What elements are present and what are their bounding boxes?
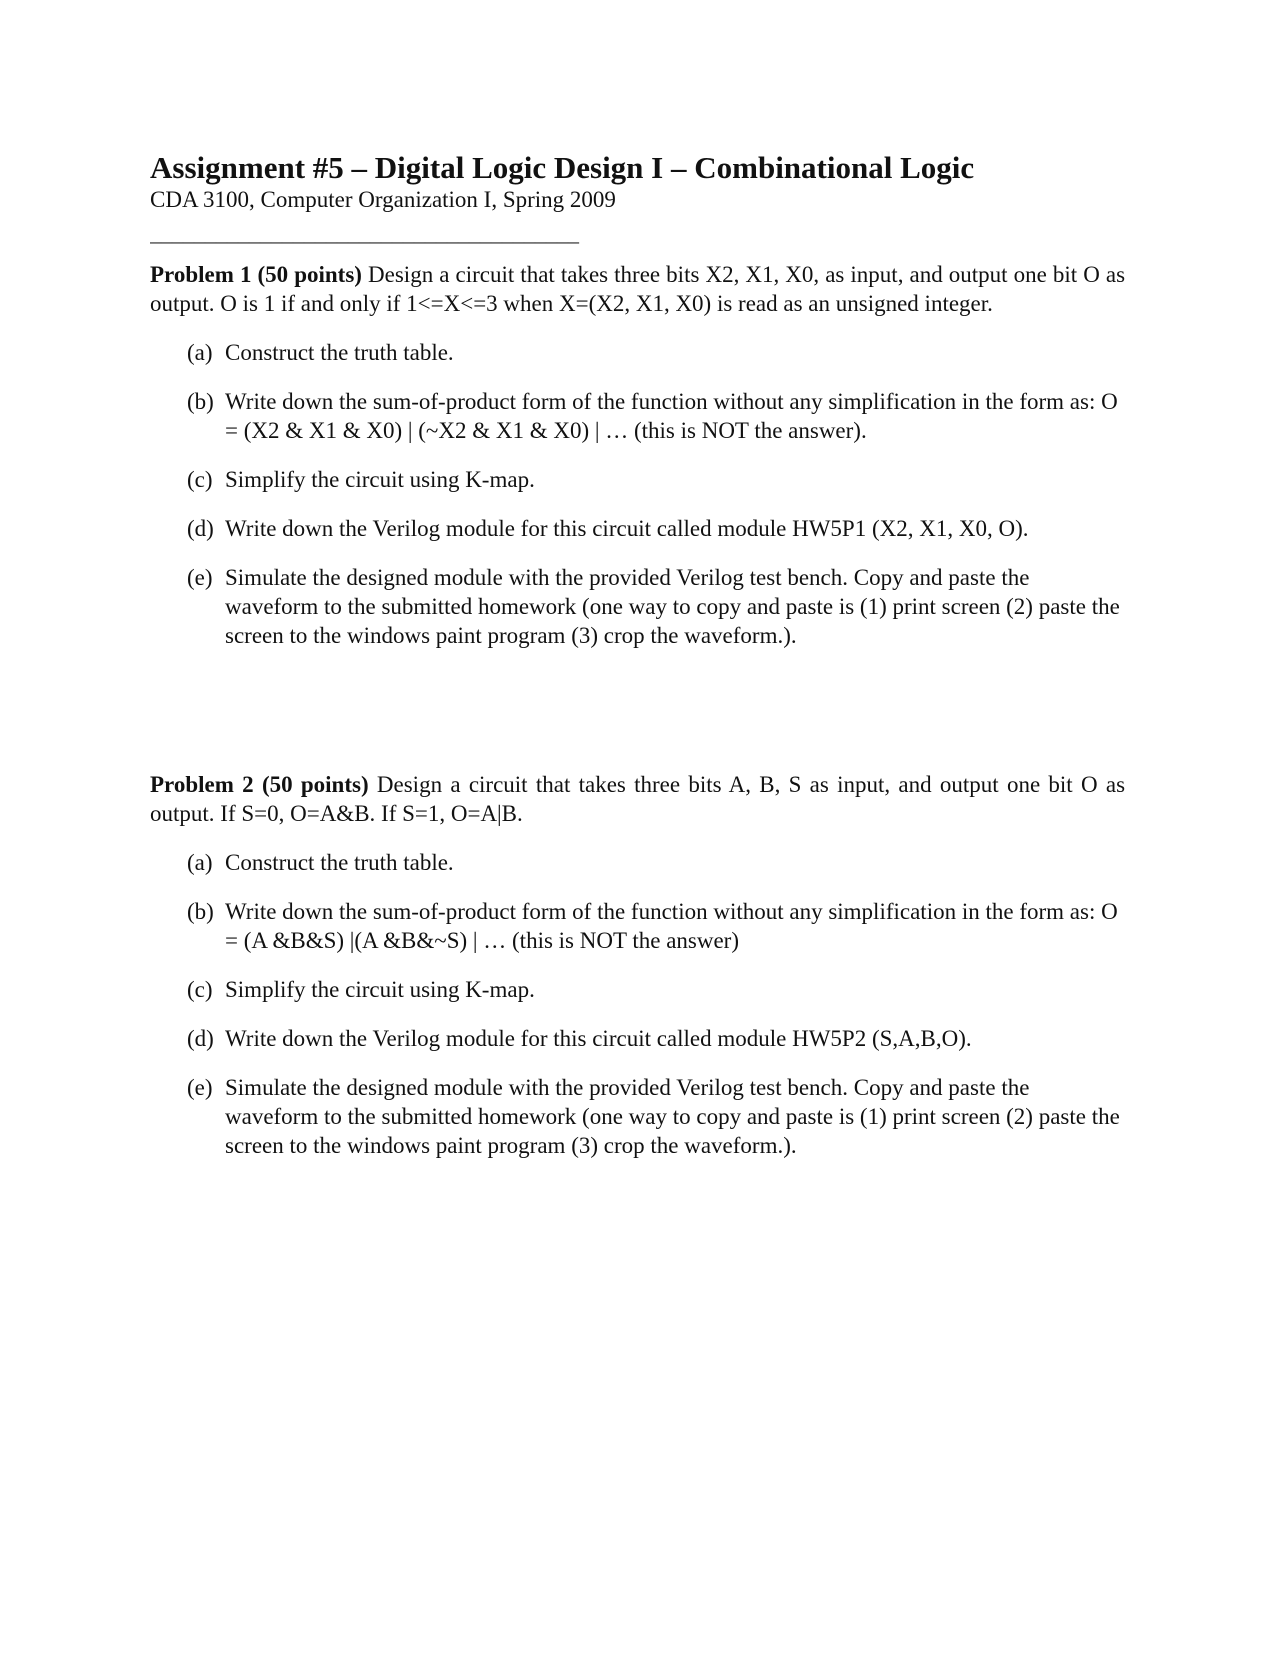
- item-text: Construct the truth table.: [225, 850, 454, 875]
- problem-1-statement: [150, 260, 1125, 318]
- list-item: [150, 563, 1125, 650]
- item-marker: (d): [187, 1026, 214, 1051]
- item-marker: (d): [187, 516, 214, 541]
- problem-1-heading: Problem 1 (50 points): [150, 262, 362, 287]
- list-item: [150, 514, 1125, 543]
- item-marker: (b): [187, 389, 214, 414]
- problem-2-statement: [150, 770, 1125, 828]
- problem-2-text: Design a circuit that takes three bits A, B, S as input, and output one bit O as output. If S=0, O=A&B. If S=1, O=A|B.: [150, 772, 1126, 826]
- document-title: Assignment #5 – Digital Logic Design I – Combinational Logic: [150, 150, 975, 185]
- list-item: [150, 1073, 1125, 1160]
- item-text: Write down the sum-of-product form of the function without any simplification in the form as: O = (A &B&S) |(A &B&~S) | … (this is NOT the answer): [225, 899, 1118, 953]
- problem-2: [150, 770, 1125, 1160]
- item-text: Write down the sum-of-product form of the function without any simplification in the form as: O = (X2 & X1 & X0) | (~X2 & X1 & X0) | … (this is NOT the answer).: [225, 389, 1118, 443]
- item-text: Simulate the designed module with the provided Verilog test bench. Copy and paste the waveform to the submitted homework (one way to copy and paste is (1) print screen (2) paste the screen to the windows paint program (3) crop the waveform.).: [225, 1075, 1120, 1158]
- problem-1: [150, 260, 1125, 650]
- course-subtitle: CDA 3100, Computer Organization I, Spring 2009: [150, 187, 616, 212]
- item-text: Write down the Verilog module for this circuit called module HW5P1 (X2, X1, X0, O).: [225, 516, 1029, 541]
- item-marker: (c): [187, 977, 213, 1002]
- list-item: [150, 465, 1125, 494]
- item-text: Write down the Verilog module for this circuit called module HW5P2 (S,A,B,O).: [225, 1026, 972, 1051]
- list-item: [150, 848, 1125, 877]
- item-marker: (e): [187, 565, 213, 590]
- item-marker: (a): [187, 850, 213, 875]
- list-item: [150, 387, 1125, 445]
- list-item: [150, 1024, 1125, 1053]
- separator-line: –––––––––––––––––––––––––––––––––––––––: [150, 228, 579, 253]
- list-item: [150, 975, 1125, 1004]
- item-marker: (e): [187, 1075, 213, 1100]
- list-item: [150, 897, 1125, 955]
- item-text: Simplify the circuit using K-map.: [225, 467, 535, 492]
- document-page: [150, 150, 1125, 1160]
- item-text: Construct the truth table.: [225, 340, 454, 365]
- item-text: Simplify the circuit using K-map.: [225, 977, 535, 1002]
- list-item: [150, 338, 1125, 367]
- problem-1-text: Design a circuit that takes three bits X2, X1, X0, as input, and output one bit O as output. O is 1 if and only if 1<=X<=3 when X=(X2, X1, X0) is read as an unsigned integer.: [150, 262, 1126, 316]
- item-marker: (c): [187, 467, 213, 492]
- item-text: Simulate the designed module with the provided Verilog test bench. Copy and paste the waveform to the submitted homework (one way to copy and paste is (1) print screen (2) paste the screen to the windows paint program (3) crop the waveform.).: [225, 565, 1120, 648]
- problem-2-heading: Problem 2 (50 points): [150, 772, 369, 797]
- item-marker: (b): [187, 899, 214, 924]
- item-marker: (a): [187, 340, 213, 365]
- problem-2-tasks: [150, 848, 1125, 1160]
- problem-1-tasks: [150, 338, 1125, 650]
